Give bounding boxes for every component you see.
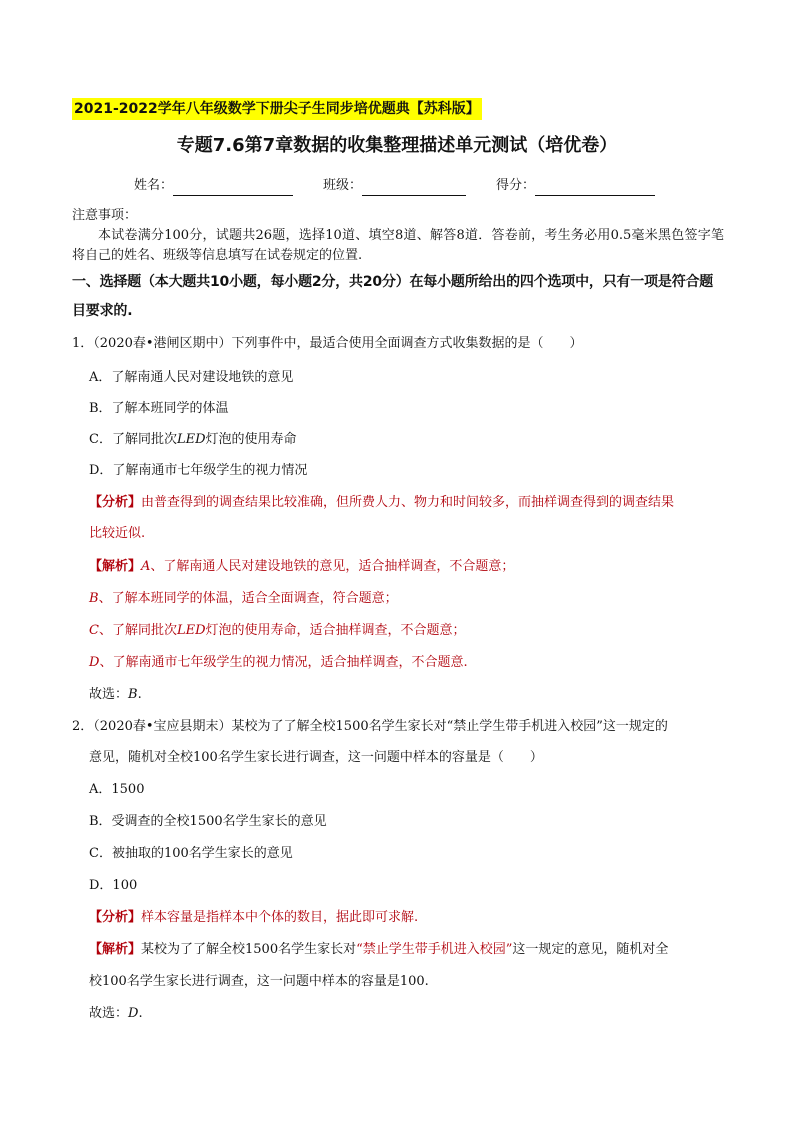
page-title: 专题7.6第7章数据的收集整理描述单元测试（培优卷） [176,135,618,156]
name-label: 姓名： [134,178,174,193]
q1-solution-c: C、了解同批次LED灯泡的使用寿命，适合抽样调查，不合题意； [89,623,466,638]
q2-solution-cont: 校100名学生家长进行调查，这一问题中样本的容量是100. [89,974,429,989]
analysis-tag: 【分析】 [89,910,142,925]
name-blank[interactable] [173,180,293,196]
q1-option-a: A．了解南通人民对建设地铁的意见 [89,370,294,385]
notice-body: 本试卷满分100分，试题共26题，选择10道、填空8道、解答8道．答卷前，考生务必用0.5毫米黑色签字笔将自己的姓名、班级等信息填写在试卷规定的位置. [72,228,724,263]
q1-solution-b: B、了解本班同学的体温，适合全面调查，符合题意； [89,591,398,606]
name-field[interactable] [134,176,323,196]
course-banner: 2021-2022学年八年级数学下册尖子生同步培优题典【苏科版】 [72,98,482,120]
q2-option-b: B．受调查的全校1500名学生家长的意见 [89,814,327,829]
student-info-fields [134,176,685,196]
q2-option-a: A．1500 [89,782,145,797]
q1-option-c: C．了解同批次LED灯泡的使用寿命 [89,432,297,447]
q2-answer: 故选：D. [89,1006,143,1021]
q1-solution-a: 【解析】A、了解南通人民对建设地铁的意见，适合抽样调查，不合题意； [89,559,515,574]
notice-heading: 注意事项： [72,208,138,223]
q2-analysis: 【分析】样本容量是指样本中个体的数目，据此即可求解. [89,910,419,925]
score-field[interactable] [496,176,685,196]
score-blank[interactable] [535,180,655,196]
q1-answer: 故选：B. [89,687,142,702]
analysis-tag: 【分析】 [89,495,142,510]
q1-stem: 1．（2020春•港闸区期中）下列事件中，最适合使用全面调查方式收集数据的是（ ） [72,336,583,351]
q1-analysis: 【分析】由普查得到的调查结果比较准确，但所费人力、物力和时间较多，而抽样调查得到的调查结果 [89,495,675,510]
q2-option-d: D．100 [89,878,138,893]
class-blank[interactable] [362,180,466,196]
q2-stem-cont: 意见，随机对全校100名学生家长进行调查，这一问题中样本的容量是（ ） [89,750,543,765]
section-heading: 一、选择题（本大题共10小题，每小题2分，共20分）在每小题所给出的四个选项中，只有一项是符合题目要求的. [72,274,714,319]
q1-analysis-cont: 比较近似. [89,526,146,541]
q2-stem: 2．（2020春•宝应县期末）某校为了了解全校1500名学生家长对“禁止学生带手机进入校园”这一规定的 [72,719,668,734]
class-label: 班级： [323,178,363,193]
q2-option-c: C．被抽取的100名学生家长的意见 [89,846,293,861]
score-label: 得分： [496,178,536,193]
q1-solution-d: D、了解南通市七年级学生的视力情况，适合抽样调查，不合题意. [89,655,468,670]
class-field[interactable] [323,176,496,196]
solution-tag: 【解析】 [89,559,142,574]
q1-option-d: D．了解南通市七年级学生的视力情况 [89,463,308,478]
solution-tag: 【解析】 [89,942,142,957]
q1-option-b: B．了解本班同学的体温 [89,401,229,416]
q2-solution: 【解析】某校为了了解全校1500名学生家长对“禁止学生带手机进入校园”这一规定的意见，随机对全 [89,942,669,957]
